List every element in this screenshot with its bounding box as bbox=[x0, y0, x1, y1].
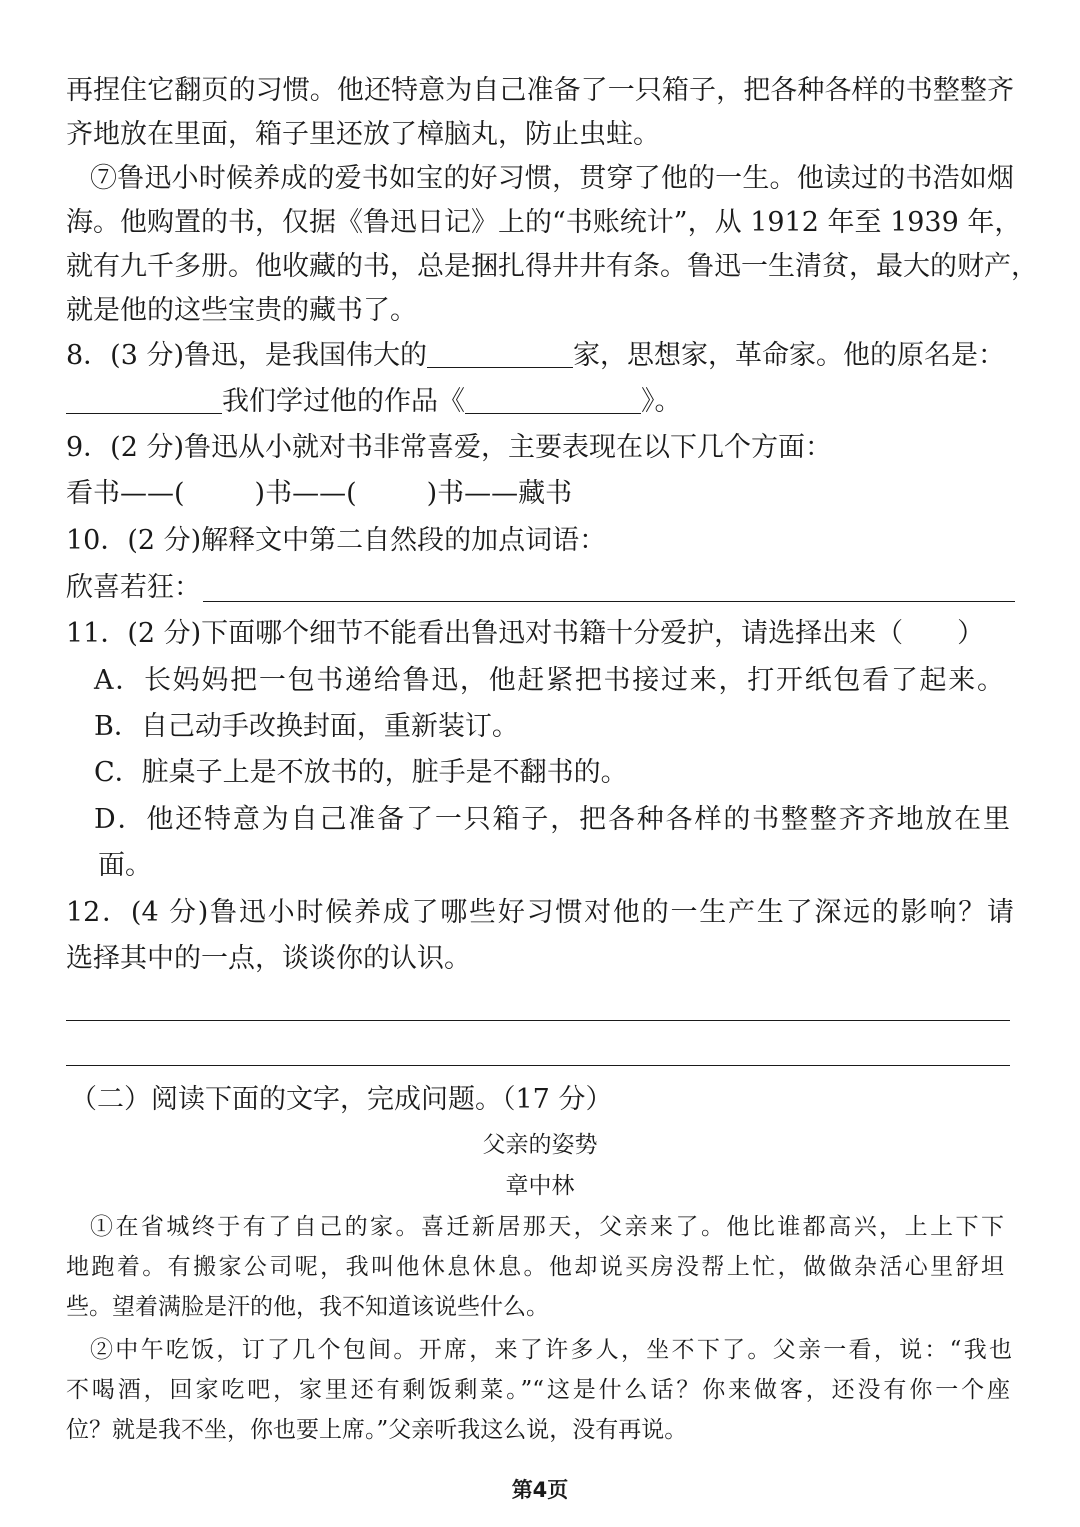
section-heading: （二）阅读下面的文字，完成问题。（17 分） bbox=[70, 1084, 613, 1115]
passage-line: 就是他的这些宝贵的藏书了。 bbox=[66, 295, 417, 326]
question-9: 9．(2 分)鲁迅从小就对书非常喜爱，主要表现在以下几个方面： bbox=[66, 432, 833, 463]
passage-line: 再捏住它翻页的习惯。他还特意为自己准备了一只箱子，把各种各样的书整整齐 bbox=[66, 75, 1014, 106]
answer-blank[interactable] bbox=[66, 387, 222, 414]
option-c: C．脏桌子上是不放书的，脏手是不翻书的。 bbox=[94, 757, 628, 788]
q8-text: 家，思想家，革命家。他的原名是： bbox=[573, 340, 1006, 371]
q9-chain-part: )书——( bbox=[254, 478, 357, 509]
answer-line[interactable] bbox=[203, 601, 1015, 602]
option-d: D．他还特意为自己准备了一只箱子，把各种各样的书整整齐齐地放在里 bbox=[94, 804, 1010, 835]
answer-line[interactable] bbox=[66, 1020, 1010, 1021]
q8-text: 8．(3 分)鲁迅，是我国伟大的 bbox=[66, 340, 428, 371]
question-8 bbox=[66, 341, 1005, 371]
passage-line: ⑦鲁迅小时候养成的爱书如宝的好习惯，贯穿了他的一生。他读过的书浩如烟 bbox=[90, 163, 1014, 194]
page-number: 第4页 bbox=[511, 1478, 569, 1502]
q8-text: 我们学过他的作品《 bbox=[222, 386, 465, 417]
question-12-cont: 选择其中的一点，谈谈你的认识。 bbox=[66, 943, 471, 974]
question-9-chain bbox=[66, 479, 572, 509]
passage-line: 海。他购置的书，仅据《鲁迅日记》上的“书账统计”，从 1912 年至 1939 年， bbox=[66, 207, 1022, 238]
question-11: 11．(2 分)下面哪个细节不能看出鲁迅对书籍十分爱护，请选择出来（ ） bbox=[66, 618, 985, 649]
article-line: ①在省城终于有了自己的家。喜迁新居那天，父亲来了。他比谁都高兴，上上下下 bbox=[90, 1214, 1004, 1240]
question-8-cont bbox=[66, 387, 682, 417]
article-line: 地跑着。有搬家公司呢，我叫他休息休息。他却说买房没帮上忙，做做杂活心里舒坦 bbox=[66, 1254, 1004, 1280]
option-a: A．长妈妈把一包书递给鲁迅，他赶紧把书接过来，打开纸包看了起来。 bbox=[94, 665, 1004, 696]
article-line: 位？就是我不坐，你也要上席。”父亲听我这么说，没有再说。 bbox=[66, 1417, 688, 1443]
question-12: 12．(4 分)鲁迅小时候养成了哪些好习惯对他的一生产生了深远的影响？请 bbox=[66, 897, 1014, 928]
article-title: 父亲的姿势 bbox=[482, 1132, 598, 1158]
question-10: 10．(2 分)解释文中第二自然段的加点词语： bbox=[66, 525, 607, 556]
answer-line[interactable] bbox=[66, 1065, 1010, 1066]
passage-line: 就有九千多册。他收藏的书，总是捆扎得井井有条。鲁迅一生清贫，最大的财产， bbox=[66, 251, 1038, 282]
question-10-term: 欣喜若狂： bbox=[66, 572, 201, 603]
q9-chain-part: 看书——( bbox=[66, 478, 185, 509]
answer-blank[interactable] bbox=[427, 341, 573, 368]
article-line: 不喝酒，回家吃吧，家里还有剩饭剩菜。”“这是什么话？你来做客，还没有你一个座 bbox=[66, 1377, 1010, 1403]
option-b: B．自己动手改换封面，重新装订。 bbox=[94, 711, 519, 742]
option-d-cont: 面。 bbox=[98, 850, 152, 881]
q9-chain-part: )书——藏书 bbox=[426, 478, 573, 509]
passage-line: 齐地放在里面，箱子里还放了樟脑丸，防止虫蛀。 bbox=[66, 119, 660, 150]
answer-blank[interactable] bbox=[465, 387, 641, 414]
article-line: 些。望着满脸是汗的他，我不知道该说些什么。 bbox=[66, 1294, 549, 1320]
q8-text: 》。 bbox=[641, 386, 682, 417]
article-line: ②中午吃饭，订了几个包间。开席，来了许多人，坐不下了。父亲一看，说：“我也 bbox=[90, 1337, 1012, 1363]
article-author: 章中林 bbox=[505, 1173, 575, 1199]
